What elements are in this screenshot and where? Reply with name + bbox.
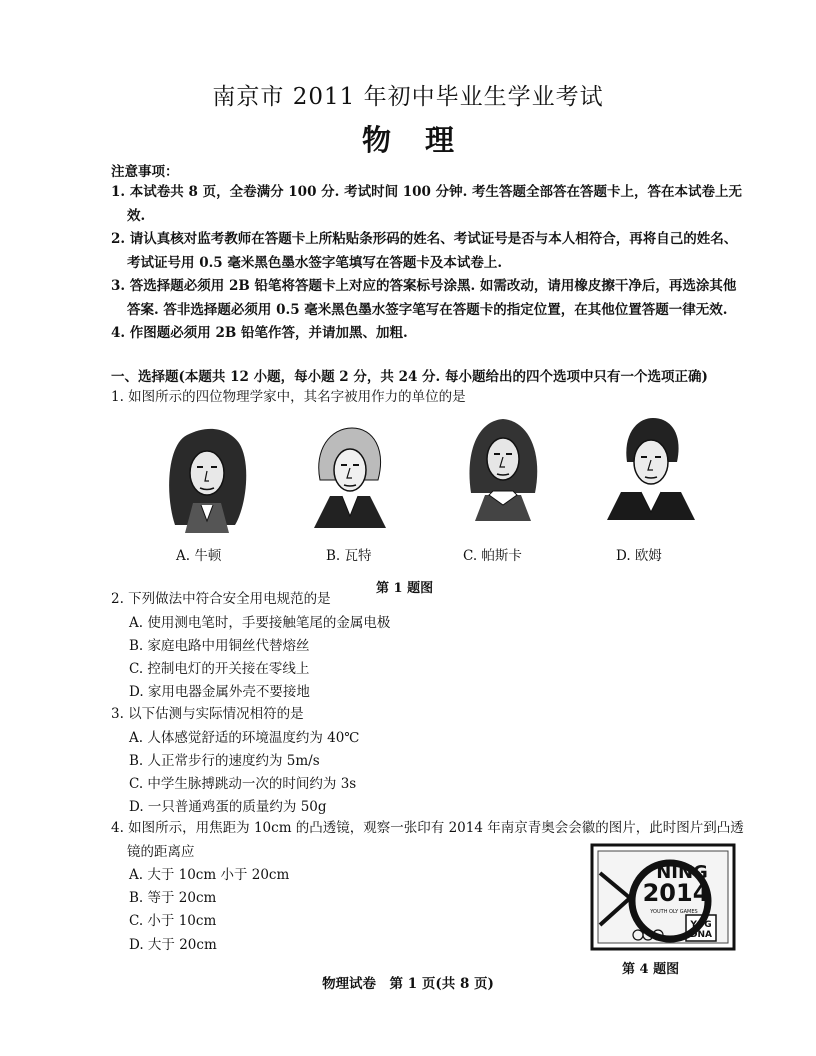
note-item: 3. 答选择题必须用 2B 铅笔将答题卡上对应的答案标号涂黑. 如需改动，请用橡皮擦干净后，再选涂其他答案. 答非选择题必须用 0.5 毫米黑色墨水签字笔写在答题卡的指定位置，在其他位置答题一律无效. — [111, 278, 737, 318]
option: B. 人正常步行的速度约为 5m/s — [129, 752, 320, 769]
logo-year-text: 2014 — [642, 879, 710, 907]
option: A. 人体感觉舒适的环境温度约为 40℃ — [129, 729, 360, 746]
section-title: 一、选择题(本题共 12 小题，每小题 2 分，共 24 分. 每小题给出的四个选项中只有一个选项正确) — [111, 369, 708, 385]
option: C. 控制电灯的开关接在零线上 — [129, 660, 310, 677]
option: A. 使用测电笔时，手要接触笔尾的金属电极 — [129, 614, 391, 631]
logo-dna-text: DNA — [690, 930, 712, 940]
option: B. 等于 20cm — [129, 890, 217, 907]
exam-title: 南京市 2011 年初中毕业生学业考试 — [212, 84, 604, 110]
option: D. 一只普通鸡蛋的质量约为 50g — [129, 799, 327, 816]
question-stem: 4. 如图所示，用焦距为 10cm 的凸透镜，观察一张印有 2014 年南京青奥会会徽的图片，此时图片到凸透镜的距离应 — [111, 820, 744, 860]
option-label: B. 瓦特 — [326, 548, 372, 564]
option: B. 家庭电路中用铜丝代替熔丝 — [129, 637, 310, 654]
portrait-pascal — [455, 413, 551, 521]
yog-logo-lens-figure — [590, 843, 736, 951]
option-label: C. 帕斯卡 — [463, 548, 522, 564]
option-label: D. 欧姆 — [616, 548, 662, 564]
option: D. 家用电器金属外壳不要接地 — [129, 684, 310, 701]
question-2 — [111, 588, 390, 704]
question-3 — [111, 703, 359, 819]
note-item: 4. 作图题必须用 2B 铅笔作答，并请加黑、加粗. — [111, 325, 408, 341]
question-stem: 3. 以下估测与实际情况相符的是 — [111, 706, 304, 722]
subject-title: 物理 — [361, 123, 488, 157]
page-footer: 物理试卷 第 1 页(共 8 页) — [322, 976, 494, 992]
option: C. 中学生脉搏跳动一次的时间约为 3s — [129, 775, 357, 792]
portrait-newton — [157, 425, 253, 533]
logo-yog-text: YOG — [690, 920, 712, 930]
question-stem: 1. 如图所示的四位物理学家中，其名字被用作力的单位的是 — [111, 389, 466, 405]
notes-list — [111, 181, 747, 346]
portrait-ohm — [601, 412, 697, 520]
question-stem: 2. 下列做法中符合安全用电规范的是 — [111, 591, 331, 607]
logo-line-text: YOUTH OLY GAMES — [650, 909, 698, 915]
option: A. 大于 10cm 小于 20cm — [129, 867, 290, 883]
portrait-watt — [300, 420, 396, 528]
figure-caption: 第 4 题图 — [622, 962, 680, 977]
note-item: 1. 本试卷共 8 页，全卷满分 100 分. 考试时间 100 分钟. 考生答题全部答在答题卡上，答在本试卷上无效. — [111, 184, 743, 224]
figure-caption: 第 1 题图 — [376, 581, 434, 596]
notes-heading: 注意事项： — [111, 164, 179, 180]
logo-top-text: NING — [656, 862, 708, 883]
note-item: 2. 请认真核对监考教师在答题卡上所粘贴条形码的姓名、考试证号是否与本人相符合，再将自己的姓名、考试证号用 0.5 毫米黑色墨水签字笔填写在答题卡及本试卷上. — [111, 231, 738, 271]
option: C. 小于 10cm — [129, 913, 217, 930]
option: D. 大于 20cm — [129, 936, 217, 953]
option-label: A. 牛顿 — [176, 548, 222, 564]
question-1 — [111, 386, 466, 410]
